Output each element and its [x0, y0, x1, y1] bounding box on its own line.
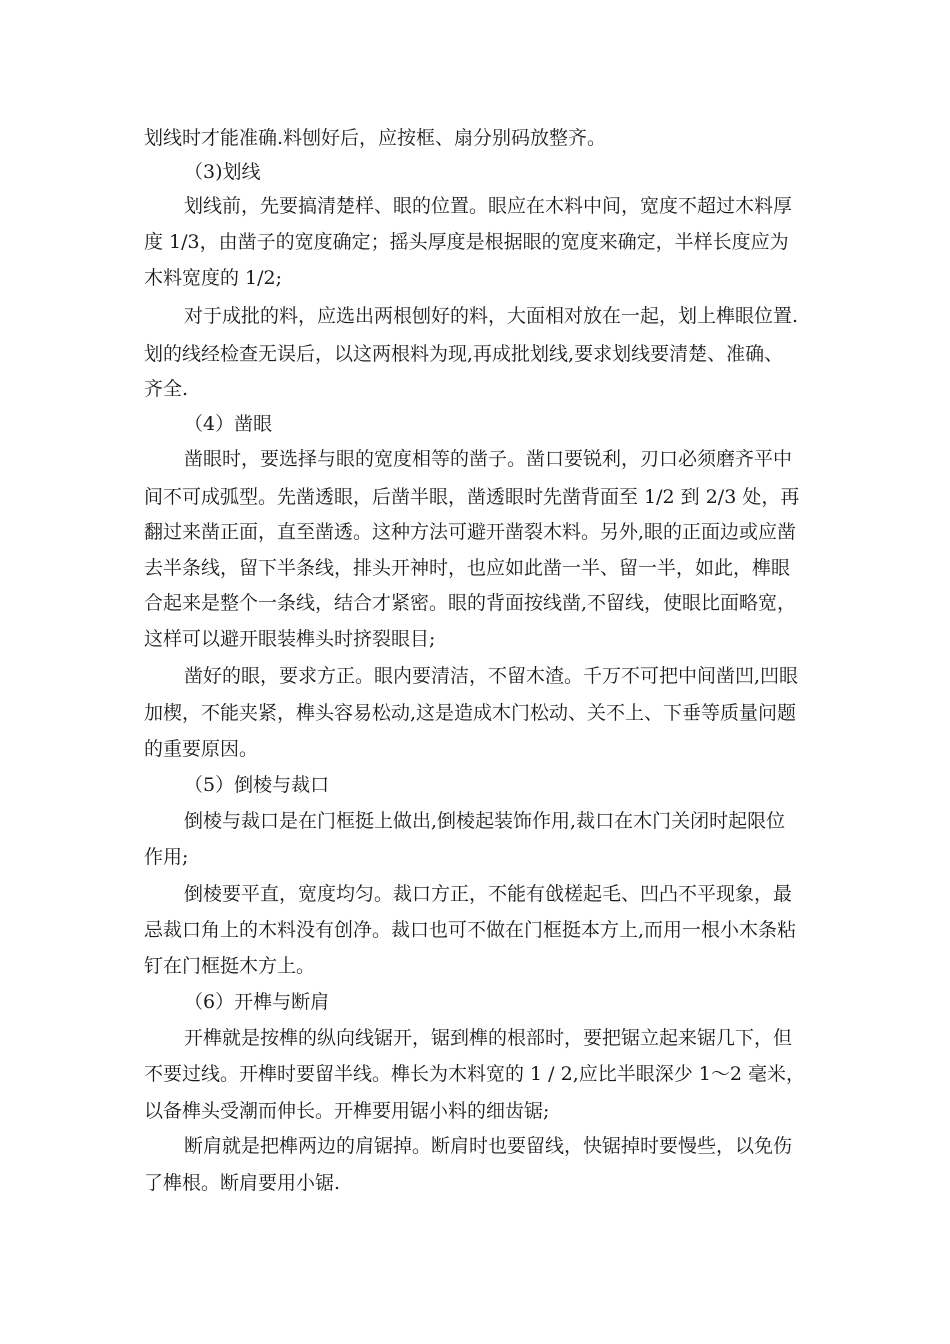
text-line: 忌裁口角上的木料没有创净。裁口也可不做在门框挺本方上,而用一根小木条粘: [144, 919, 797, 941]
text-line: 划线时才能准确.料刨好后，应按框、扇分别码放整齐。: [144, 127, 607, 149]
text-line: 划的线经检查无误后，以这两根料为现,再成批划线,要求划线要清楚、准确、: [144, 343, 784, 365]
text-line: 不要过线。开榫时要留半线。榫长为木料宽的 1 / 2,应比半眼深少 1～2 毫米，: [144, 1063, 805, 1085]
text-line: 倒棱要平直，宽度均匀。裁口方正，不能有戗槎起毛、凹凸不平现象，最: [184, 883, 793, 905]
text-line: 合起来是整个一条线，结合才紧密。眼的背面按线凿,不留线，使眼比面略宽，: [144, 592, 797, 614]
text-line: 的重要原因。: [144, 738, 259, 760]
section-heading-6: （6）开榫与断肩: [184, 991, 330, 1013]
text-line: 间不可成弧型。先凿透眼，后凿半眼，凿透眼时先凿背面至 1/2 到 2/3 处，再: [144, 486, 800, 508]
text-line: 凿眼时，要选择与眼的宽度相等的凿子。凿口要锐利，刃口必须磨齐平中: [184, 448, 793, 470]
text-line: 了榫根。断肩要用小锯.: [144, 1172, 341, 1194]
text-line: 去半条线，留下半条线，排头开神时，也应如此凿一半、留一半，如此，榫眼: [144, 557, 791, 579]
text-line: 对于成批的料，应选出两根刨好的料，大面相对放在一起，划上榫眼位置.: [184, 305, 799, 327]
text-line: 加楔，不能夹紧，榫头容易松动,这是造成木门松动、关不上、下垂等质量问题: [144, 702, 797, 724]
text-line: 开榫就是按榫的纵向线锯开，锯到榫的根部时，要把锯立起来锯几下，但: [184, 1027, 793, 1049]
text-line: 以备榫头受潮而伸长。开榫要用锯小料的细齿锯;: [144, 1100, 550, 1122]
text-line: 度 1/3，由凿子的宽度确定；摇头厚度是根据眼的宽度来确定，半样长度应为: [144, 231, 789, 253]
text-line: 倒棱与裁口是在门框挺上做出,倒棱起装饰作用,裁口在木门关闭时起限位: [184, 810, 786, 832]
text-line: 木料宽度的 1/2;: [144, 267, 283, 289]
text-line: 翻过来凿正面，直至凿透。这种方法可避开凿裂木料。另外,眼的正面边或应凿: [144, 521, 797, 543]
section-heading-3: （3)划线: [184, 161, 261, 183]
section-heading-5: （5）倒棱与裁口: [184, 774, 330, 796]
text-line: 断肩就是把榫两边的肩锯掉。断肩时也要留线，快锯掉时要慢些，以免伤: [184, 1135, 793, 1157]
text-line: 划线前，先要搞清楚样、眼的位置。眼应在木料中间，宽度不超过木料厚: [184, 195, 793, 217]
text-line: 凿好的眼，要求方正。眼内要清洁，不留木渣。千万不可把中间凿凹,凹眼: [184, 665, 799, 687]
text-line: 这样可以避开眼装榫头时挤裂眼目;: [144, 628, 436, 650]
text-line: 钉在门框挺木方上。: [144, 955, 316, 977]
text-line: 作用;: [144, 846, 189, 868]
text-line: 齐全.: [144, 378, 189, 400]
section-heading-4: （4）凿眼: [184, 413, 273, 435]
